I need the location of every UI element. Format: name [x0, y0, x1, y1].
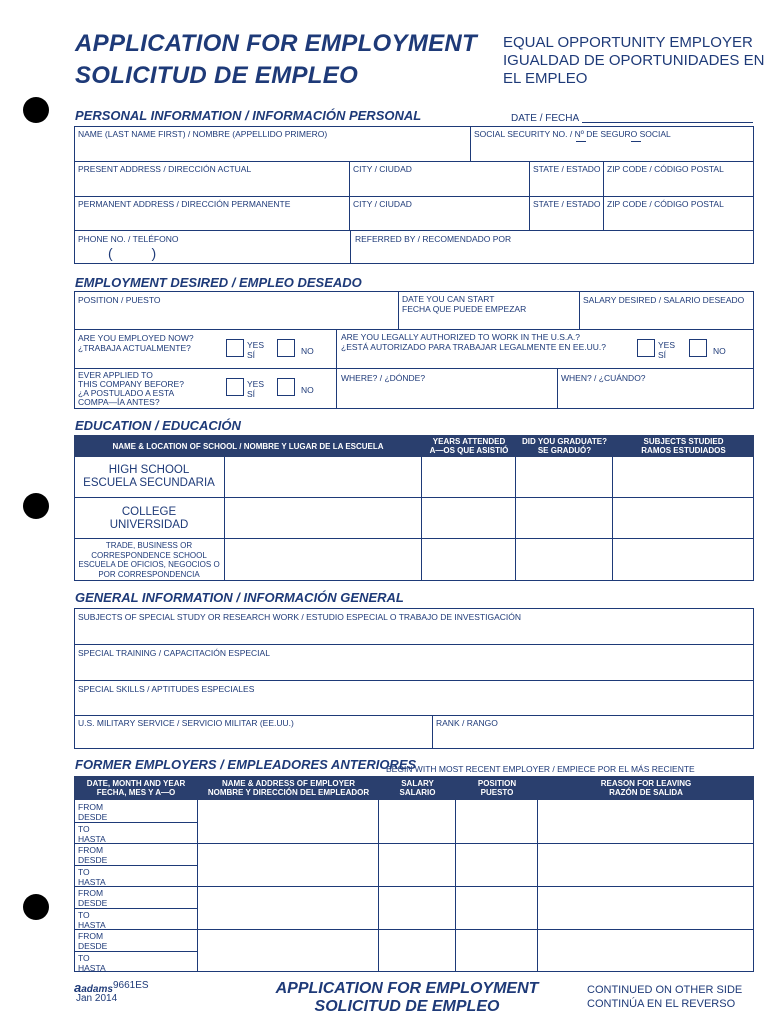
from-text: FROM [78, 888, 104, 898]
permanent-zip-field[interactable]: ZIP CODE / CÓDIGO POSTAL [607, 199, 724, 209]
applied-line-2: THIS COMPANY BEFORE? [78, 379, 184, 389]
former-employers-table [74, 776, 754, 972]
military-service-field[interactable]: U.S. MILITARY SERVICE / SERVICIO MILITAR (EE.UU.) [78, 718, 294, 728]
form-date: Jan 2014 [76, 993, 118, 1004]
legal-work-en: ARE YOU LEGALLY AUTHORIZED TO WORK IN THE U.S.A.? [341, 332, 581, 342]
employed-now-en: ARE YOU EMPLOYED NOW? [78, 333, 194, 343]
edu-col-grad-en: DID YOU GRADUATE? [521, 437, 608, 446]
eeo-line-1: EQUAL OPPORTUNITY EMPLOYER [503, 34, 753, 51]
fe-row3-from[interactable] [78, 888, 107, 908]
edu-col-school: NAME & LOCATION OF SCHOOL / NOMBRE Y LUGAR DE LA ESCUELA [74, 435, 422, 457]
fe-row3-to[interactable] [78, 910, 106, 930]
hs-en: HIGH SCHOOL [108, 464, 190, 476]
fe-col-reason-en: REASON FOR LEAVING [600, 779, 692, 788]
form-number: 9661ES [113, 980, 149, 991]
edu-row-high-school [74, 464, 224, 490]
trade-line-1: TRADE, BUSINESS OR [105, 541, 193, 550]
salary-desired-field[interactable]: SALARY DESIRED / SALARIO DESEADO [583, 295, 745, 305]
desde-text: DESDE [78, 855, 108, 865]
legal-work-es: ¿ESTÁ AUTORIZADO PARA TRABAJAR LEGALMENTE EN EE.UU.? [341, 342, 606, 352]
page-title-english: APPLICATION FOR EMPLOYMENT [75, 30, 478, 57]
personal-info-heading: PERSONAL INFORMATION / INFORMACIÓN PERSONAL [75, 108, 422, 123]
special-skills-field[interactable]: SPECIAL SKILLS / APTITUDES ESPECIALES [78, 684, 255, 694]
edu-row-college [74, 506, 224, 532]
applied-yes-checkbox[interactable] [226, 378, 244, 396]
trade-line-3: ESCUELA DE OFICIOS, NEGOCIOS O [78, 560, 220, 569]
hasta-text: HASTA [78, 920, 106, 930]
present-state-field[interactable]: STATE / ESTADO [533, 164, 601, 174]
fe-col-name-en: NAME & ADDRESS OF EMPLOYER [221, 779, 356, 788]
trade-line-2: CORRESPONDENCE SCHOOL [91, 550, 207, 560]
fe-row1-from[interactable] [78, 802, 107, 822]
where-field[interactable]: WHERE? / ¿DÓNDE? [341, 373, 426, 383]
education-heading: EDUCATION / EDUCACIÓN [75, 418, 241, 433]
applied-line-3: ¿A POSTULADO A ESTA [78, 388, 175, 398]
fe-row4-to[interactable] [78, 953, 106, 973]
present-city-field[interactable]: CITY / CIUDAD [353, 164, 412, 174]
continued-notice-en: CONTINUED ON OTHER SIDE [587, 984, 743, 996]
applied-yes-label [247, 379, 264, 399]
special-training-field[interactable]: SPECIAL TRAINING / CAPACITACIÓN ESPECIAL [78, 648, 270, 658]
binder-hole-bottom [23, 894, 49, 920]
hasta-text: HASTA [78, 877, 106, 887]
legal-yes-label [658, 340, 675, 360]
edu-col-subj-en: SUBJECTS STUDIED [643, 437, 724, 446]
start-date-field[interactable] [402, 294, 526, 314]
start-date-label-en: DATE YOU CAN START [402, 294, 495, 304]
employed-no-label: NO [301, 346, 314, 356]
to-text: TO [78, 824, 90, 834]
equal-opportunity-notice [503, 34, 764, 88]
name-field[interactable]: NAME (LAST NAME FIRST) / NOMBRE (APPELLIDO PRIMERO) [78, 129, 328, 139]
applied-no-label: NO [301, 385, 314, 395]
si-text: SÍ [658, 350, 667, 360]
to-text: TO [78, 953, 90, 963]
fe-col-date [74, 776, 198, 800]
fe-col-salary-en: SALARY [401, 779, 434, 788]
eeo-line-3: EL EMPLEO [503, 70, 588, 87]
footer-title-english: APPLICATION FOR EMPLOYMENT [275, 980, 539, 997]
fe-col-position [456, 776, 538, 800]
ssn-field[interactable]: SOCIAL SECURITY NO. / Nº DE SEGURO SOCIAL [474, 129, 671, 139]
eeo-line-2: IGUALDAD DE OPORTUNIDADES EN [503, 52, 765, 69]
start-date-label-es: FECHA QUE PUEDE EMPEZAR [402, 304, 527, 314]
when-field[interactable]: WHEN? / ¿CUÁNDO? [561, 373, 646, 383]
fe-row4-from[interactable] [78, 931, 107, 951]
special-study-field[interactable]: SUBJECTS OF SPECIAL STUDY OR RESEARCH WORK / ESTUDIO ESPECIAL O TRABAJO DE INVESTIGACIÓN [78, 612, 522, 622]
permanent-address-field[interactable]: PERMANENT ADDRESS / DIRECCIÓN PERMANENTE [78, 199, 291, 209]
edu-col-subjects [613, 435, 754, 457]
date-line[interactable] [582, 122, 753, 123]
fe-row1-to[interactable] [78, 824, 106, 844]
permanent-city-field[interactable]: CITY / CIUDAD [353, 199, 412, 209]
present-address-field[interactable]: PRESENT ADDRESS / DIRECCIÓN ACTUAL [78, 164, 252, 174]
phone-area-code: ( ) [108, 245, 157, 261]
binder-hole-top [23, 97, 49, 123]
fe-col-name [198, 776, 379, 800]
hasta-text: HASTA [78, 834, 106, 844]
edu-col-graduate [516, 435, 613, 457]
referred-by-field[interactable]: REFERRED BY / RECOMENDADO POR [355, 234, 512, 244]
from-text: FROM [78, 931, 104, 941]
former-employers-heading: FORMER EMPLOYERS / EMPLEADORES ANTERIORES [75, 757, 417, 772]
fe-col-position-es: PUESTO [480, 788, 514, 797]
si-text: SÍ [247, 389, 256, 399]
employed-now-es: ¿TRABAJA ACTUALMENTE? [78, 343, 191, 353]
legal-no-label: NO [713, 346, 726, 356]
desde-text: DESDE [78, 898, 108, 908]
fe-col-date-en: DATE, MONTH AND YEAR [86, 779, 186, 788]
yes-text: YES [247, 379, 265, 389]
position-field[interactable]: POSITION / PUESTO [78, 295, 161, 305]
applied-before-question [78, 371, 184, 407]
fe-row2-to[interactable] [78, 867, 106, 887]
former-employers-instruction: BEGIN WITH MOST RECENT EMPLOYER / EMPIECE POR EL MÁS RECIENTE [386, 764, 695, 774]
trade-line-4: POR CORRESPONDENCIA [98, 569, 200, 579]
fe-col-reason-es: RAZÓN DE SALIDA [609, 788, 683, 797]
present-zip-field[interactable]: ZIP CODE / CÓDIGO POSTAL [607, 164, 724, 174]
phone-field[interactable]: PHONE NO. / TELÉFONO [78, 234, 179, 244]
fe-row2-from[interactable] [78, 845, 107, 865]
desde-text: DESDE [78, 941, 108, 951]
fe-col-reason [538, 776, 754, 800]
edu-col-years-es: A—OS QUE ASISTIÓ [429, 446, 509, 455]
to-text: TO [78, 910, 90, 920]
employment-desired-heading: EMPLOYMENT DESIRED / EMPLEO DESEADO [75, 275, 362, 290]
page-title-spanish: SOLICITUD DE EMPLEO [75, 62, 359, 89]
yes-text: YES [247, 340, 265, 350]
applied-line-4: COMPA—ÍA ANTES? [78, 397, 160, 407]
continued-notice-es: CONTINÚA EN EL REVERSO [587, 998, 736, 1010]
fe-col-date-es: FECHA, MES Y A—O [96, 788, 176, 797]
college-es: UNIVERSIDAD [109, 519, 189, 531]
adams-logo-text: adams [81, 984, 113, 995]
general-info-heading: GENERAL INFORMATION / INFORMACIÓN GENERAL [75, 590, 404, 605]
edu-row-trade [74, 541, 224, 579]
college-en: COLLEGE [121, 506, 177, 518]
si-text: SÍ [247, 350, 256, 360]
edu-col-years [422, 435, 516, 457]
permanent-state-field[interactable]: STATE / ESTADO [533, 199, 601, 209]
legal-work-question [341, 332, 606, 352]
binder-hole-middle [23, 493, 49, 519]
rank-field[interactable]: RANK / RANGO [436, 718, 498, 728]
footer-title-spanish: SOLICITUD DE EMPLEO [314, 998, 500, 1015]
applied-no-checkbox[interactable] [277, 378, 295, 396]
edu-col-grad-es: SE GRADUÓ? [537, 446, 592, 455]
legal-yes-checkbox[interactable] [637, 339, 655, 357]
employed-yes-checkbox[interactable] [226, 339, 244, 357]
fe-col-salary [379, 776, 456, 800]
from-text: FROM [78, 802, 104, 812]
to-text: TO [78, 867, 90, 877]
adams-logo-icon: a [74, 980, 82, 995]
fe-col-name-es: NOMBRE Y DIRECCIÓN DEL EMPLEADOR [207, 788, 370, 797]
from-text: FROM [78, 845, 104, 855]
fe-col-position-en: POSITION [477, 779, 517, 788]
employed-yes-label [247, 340, 264, 360]
edu-col-subj-es: RAMOS ESTUDIADOS [641, 446, 726, 455]
applied-line-1: EVER APPLIED TO [78, 370, 153, 380]
legal-no-checkbox[interactable] [689, 339, 707, 357]
employed-no-checkbox[interactable] [277, 339, 295, 357]
date-label: DATE / FECHA [511, 113, 580, 124]
edu-col-years-en: YEARS ATTENDED [432, 437, 506, 446]
fe-col-salary-es: SALARIO [399, 788, 436, 797]
employed-now-question [78, 333, 194, 353]
yes-text: YES [658, 340, 676, 350]
desde-text: DESDE [78, 812, 108, 822]
hs-es: ESCUELA SECUNDARIA [83, 477, 215, 489]
hasta-text: HASTA [78, 963, 106, 973]
